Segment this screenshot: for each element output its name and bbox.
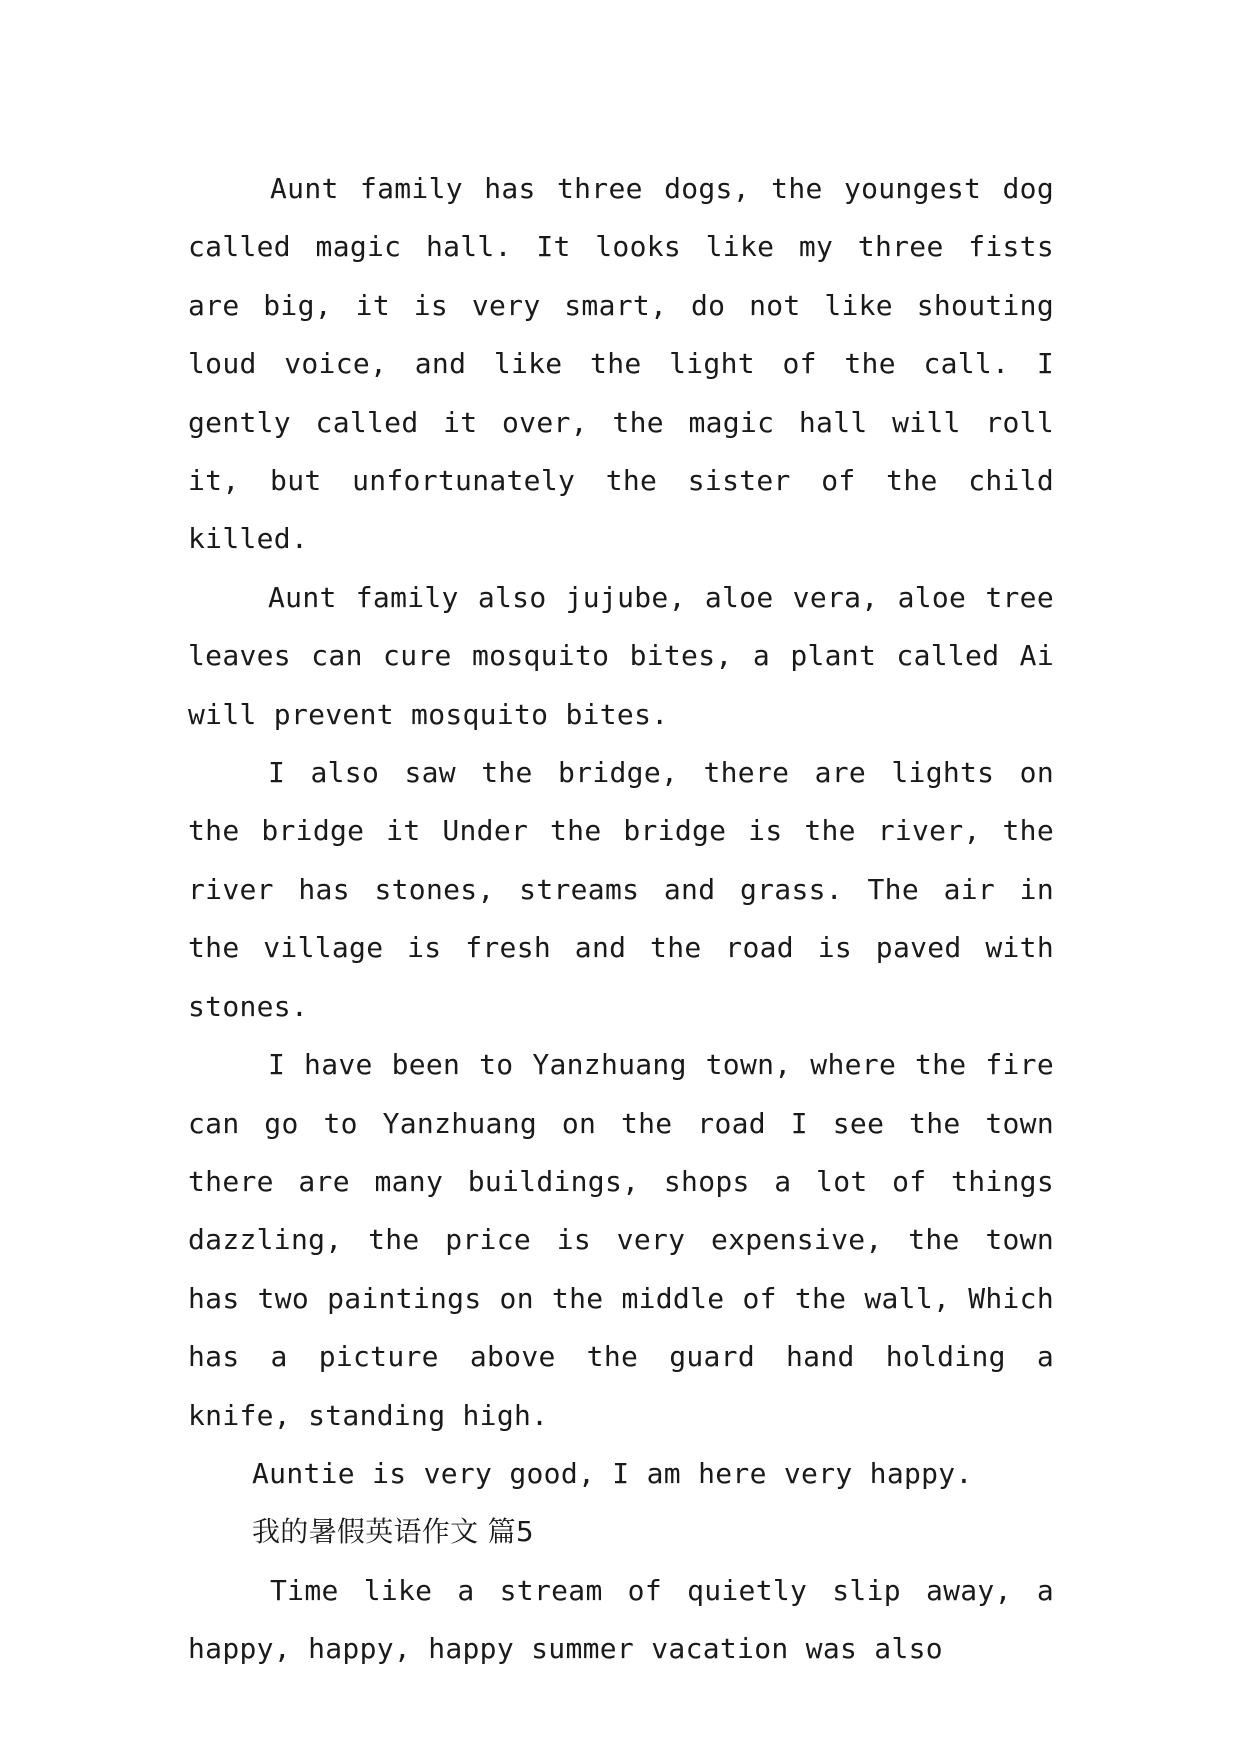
paragraph-plants: Aunt family also jujube, aloe vera, aloe tree leaves can cure mosquito bites, a plant called Ai will prevent mosquito bites.	[188, 580, 1054, 731]
paragraph-auntie: Auntie is very good, I am here very happy.	[252, 1456, 973, 1490]
paragraph-bridge: I also saw the bridge, there are lights on the bridge it Under the bridge is the river, the river has stones, streams and grass. The air in the village is fresh and the road is paved with stones.	[188, 756, 1054, 1023]
paragraph-town: I have been to Yanzhuang town, where the fire can go to Yanzhuang on the road I see the town there are many buildings, shops a lot of things dazzling, the price is very expensive, the town has two paintings on the middle of the wall, Which has a picture above the guard hand holding a knife, standing high.	[188, 1048, 1054, 1432]
paragraph-dogs: Aunt family has three dogs, the youngest dog called magic hall. It looks like my three fists are big, it is very smart, do not like shouting loud voice, and like the light of the call. I gently called it over, the magic hall will roll it, but unfortunately the sister of the child killed.	[188, 172, 1054, 556]
document-body	[188, 160, 1054, 1679]
paragraph-summer: Time like a stream of quietly slip away, a happy, happy, happy summer vacation was also	[188, 1573, 1054, 1666]
section-heading: 我的暑假英语作文 篇5	[252, 1515, 535, 1549]
